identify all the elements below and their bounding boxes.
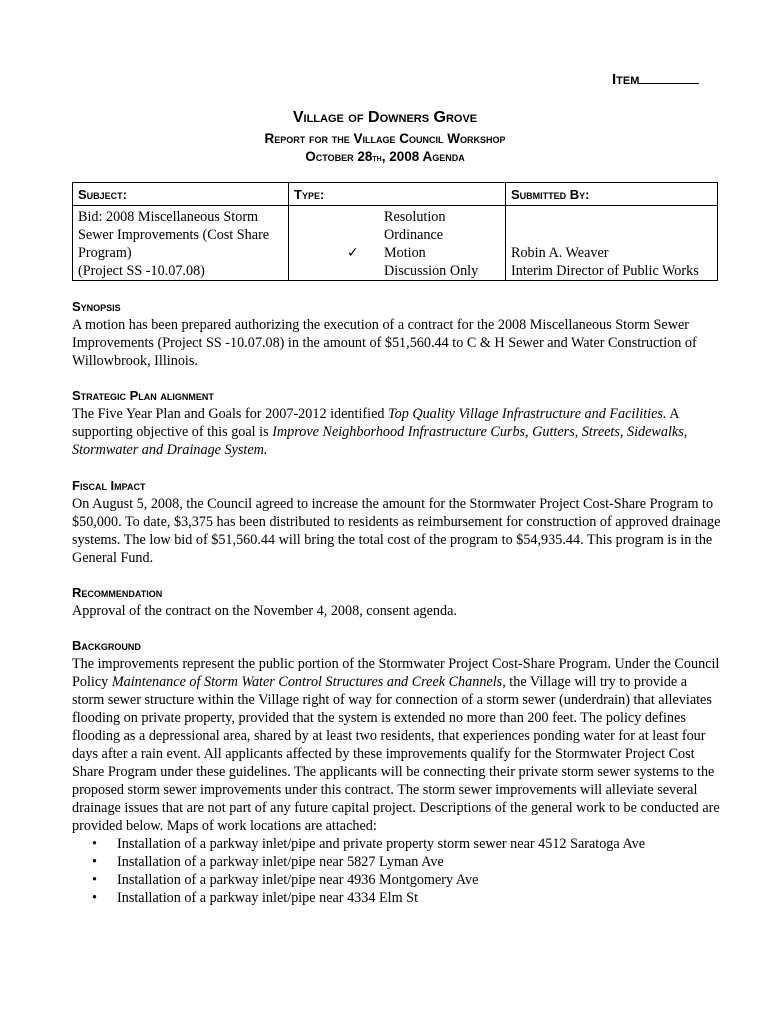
document-subtitle: Report for the Village Council Workshop <box>264 131 506 146</box>
synopsis-section <box>72 298 722 370</box>
list-item-text: Installation of a parkway inlet/pipe near 5827 Lyman Ave <box>117 854 444 870</box>
item-label: Item <box>612 71 640 88</box>
type-option-discussion: Discussion Only <box>384 263 479 279</box>
list-item <box>72 889 722 907</box>
synopsis-text: A motion has been prepared authorizing the execution of a contract for the 2008 Miscellaneous Storm Sewer Improvements (Project SS -10.07.08) in the amount of $51,560.44 to C & H Sewer and Water Construction of Willowbrook, Illinois. <box>72 317 697 369</box>
list-item-text: Installation of a parkway inlet/pipe near 4936 Montgomery Ave <box>117 872 479 888</box>
submitted-by-cell <box>506 206 718 281</box>
strategic-plan-section <box>72 387 722 459</box>
subject-line: Bid: 2008 Miscellaneous Storm <box>78 209 259 225</box>
list-item <box>72 853 722 871</box>
bullet-icon: • <box>92 836 97 852</box>
background-heading: Background <box>72 638 141 653</box>
agenda-date-prefix: October 28 <box>305 149 373 164</box>
list-item <box>72 871 722 889</box>
list-item-text: Installation of a parkway inlet/pipe and private property storm sewer near 4512 Saratoga Ave <box>117 836 646 852</box>
type-cell <box>289 206 506 281</box>
fiscal-impact-section <box>72 477 722 567</box>
background-text-1: The improvements represent the public portion of the Stormwater Project Cost-Share Program. Under the Council Policy <box>72 656 720 690</box>
agenda-date <box>0 149 770 164</box>
summary-table <box>72 182 718 281</box>
subject-cell <box>73 206 289 281</box>
subject-line: Program) <box>78 245 132 261</box>
checkmark-icon: ✓ <box>347 245 359 261</box>
item-number-field <box>612 71 699 89</box>
strategic-text-2: A supporting objective of this goal is <box>72 406 679 440</box>
subject-line: Sewer Improvements (Cost Share <box>78 227 270 243</box>
bullet-icon: • <box>92 872 97 888</box>
subject-header: Subject: <box>73 183 289 206</box>
strategic-objective: Improve Neighborhood Infrastructure Curbs, Gutters, Streets, Sidewalks, Stormwater and Drainage System. <box>72 424 688 458</box>
submitted-by-header: Submitted By: <box>506 183 718 206</box>
strategic-plan-heading: Strategic Plan alignment <box>72 388 214 403</box>
bullet-icon: • <box>92 890 97 906</box>
list-item <box>72 835 722 853</box>
fiscal-impact-text: On August 5, 2008, the Council agreed to increase the amount for the Stormwater Project Cost-Share Program to $50,000. To date, $3,375 has been distributed to residents as reimbursement for construction of approved drainage systems. The low bid of $51,560.44 will bring the total cost of the program to $54,935.44. This program is in the General Fund. <box>72 496 721 566</box>
background-section <box>72 637 722 907</box>
background-text <box>72 655 722 835</box>
strategic-goal: Top Quality Village Infrastructure and Facilities. <box>388 406 667 422</box>
strategic-plan-text <box>72 405 722 459</box>
submitter-title: Interim Director of Public Works <box>511 263 699 279</box>
type-option-motion: Motion <box>384 245 426 261</box>
recommendation-text: Approval of the contract on the November 4, 2008, consent agenda. <box>72 603 457 619</box>
recommendation-section <box>72 584 722 620</box>
strategic-text-1: The Five Year Plan and Goals for 2007-2012 identified <box>72 406 389 422</box>
fiscal-impact-heading: Fiscal Impact <box>72 478 146 493</box>
subject-line: (Project SS -10.07.08) <box>78 263 205 279</box>
recommendation-heading: Recommendation <box>72 585 163 600</box>
type-option-ordinance: Ordinance <box>384 227 444 243</box>
item-number-blank <box>639 71 699 84</box>
list-item-text: Installation of a parkway inlet/pipe near 4334 Elm St <box>117 890 419 906</box>
agenda-date-ordinal: th <box>372 153 382 164</box>
council-policy-title: Maintenance of Storm Water Control Structures and Creek Channels <box>111 674 503 690</box>
type-option-resolution: Resolution <box>384 209 446 225</box>
background-text-2: , the Village will try to provide a storm sewer structure within the Village right of way for connection of a storm sewer (underdrain) that alleviates flooding on private property, provided that the system is extended no more than 200 feet. The policy defines flooding as a depressional area, shared by at least two residents, that experiences ponding water for at least four days after a rain event. All applicants affected by these improvements qualify for the Stormwater Project Cost Share Program under these guidelines. The applicants will be connecting their private storm sewer systems to the proposed storm sewer improvements under this contract. The storm sewer improvements will alleviate several drainage issues that are not part of any future capital project. Descriptions of the general work to be conducted are provided below. Maps of work locations are attached: <box>72 674 720 834</box>
submitter-name: Robin A. Weaver <box>511 245 609 261</box>
synopsis-heading: Synopsis <box>72 299 121 314</box>
bullet-icon: • <box>92 854 97 870</box>
type-options <box>384 208 478 280</box>
agenda-date-suffix: , 2008 Agenda <box>381 149 465 164</box>
work-locations-list <box>72 835 722 907</box>
document-title: Village of Downers Grove <box>292 109 478 126</box>
type-header: Type: <box>289 183 506 206</box>
